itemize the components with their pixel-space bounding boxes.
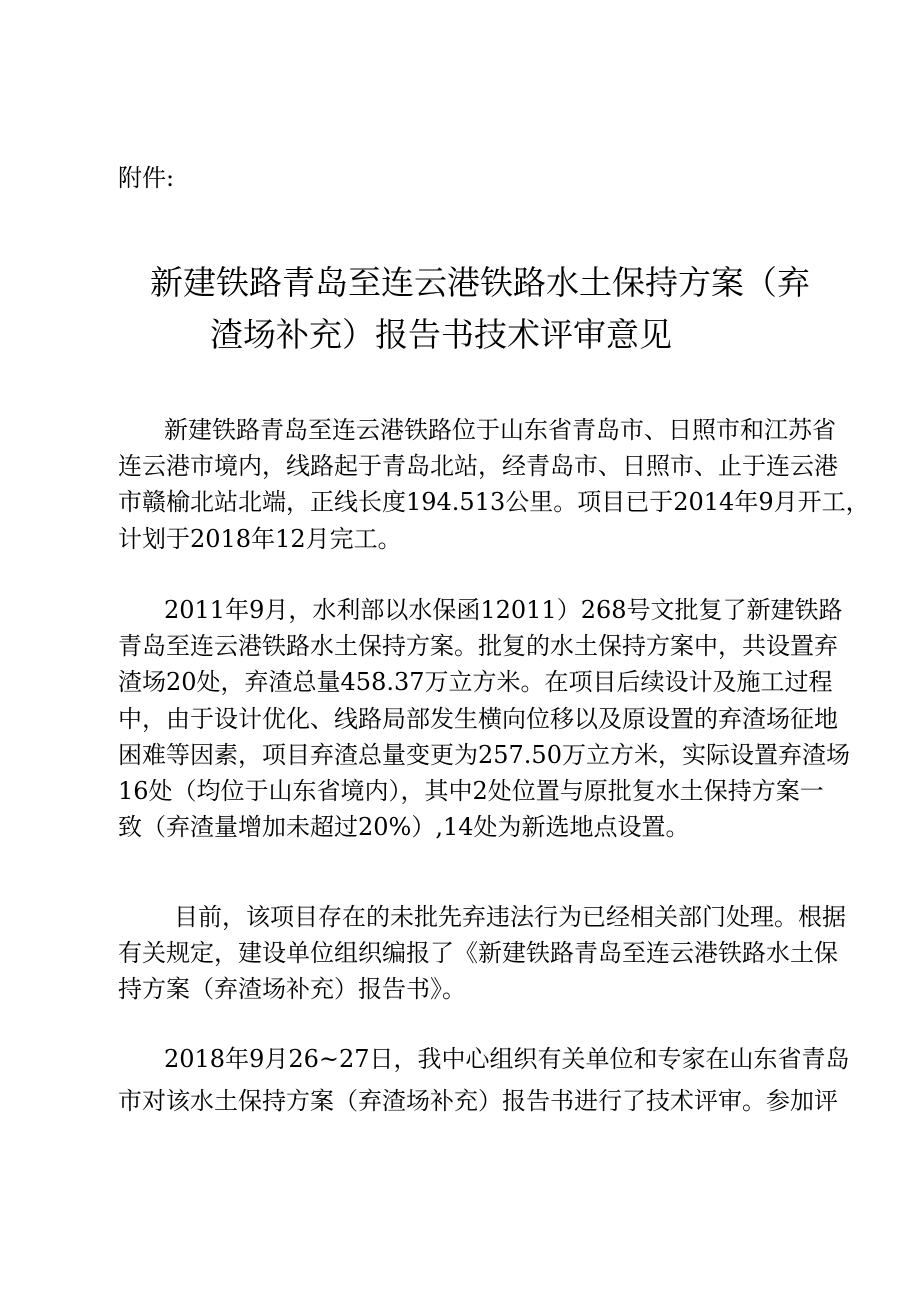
document-title-line-1: 新建铁路青岛至连云港铁路水土保持方案（弃	[150, 263, 810, 302]
paragraph-line: 中，由于设计优化、线路局部发生横向位移以及原设置的弃渣场征地	[118, 704, 838, 733]
paragraph-line: 致（弃渣量增加未超过20%）,14处为新选地点设置。	[118, 813, 690, 842]
attachment-label: 附件:	[118, 164, 175, 192]
paragraph-line: 持方案（弃渣场补充）报告书》。	[118, 975, 466, 1004]
paragraph-line: 2011年9月，水利部以水保函12011）268号文批复了新建铁路	[164, 596, 843, 624]
paragraph-line: 市赣榆北站北端，正线长度194.513公里。项目已于2014年9月开工，	[118, 488, 870, 517]
document-title-line-2: 渣场补充）报告书技术评审意见	[210, 315, 672, 354]
paragraph-line: 有关规定，建设单位组织编报了《新建铁路青岛至连云港铁路水土保	[118, 939, 838, 968]
paragraph-line: 新建铁路青岛至连云港铁路位于山东省青岛市、日照市和江苏省	[164, 416, 836, 444]
paragraph-line: 目前，该项目存在的未批先弃违法行为已经相关部门处理。根据	[174, 903, 846, 931]
paragraph-line: 连云港市境内，线路起于青岛北站，经青岛市、日照市、止于连云港	[118, 452, 838, 481]
paragraph-technical-review	[118, 1038, 850, 1122]
paragraph-project-overview	[118, 412, 870, 557]
paragraph-line: 困难等因素，项目弃渣总量变更为257.50万立方米，实际设置弃渣场	[118, 740, 850, 769]
paragraph-line: 渣场20处，弃渣总量458.37万立方米。在项目后续设计及施工过程	[118, 668, 833, 697]
paragraph-line: 市对该水土保持方案（弃渣场补充）报告书进行了技术评审。参加评	[118, 1087, 838, 1115]
paragraph-line: 16处（均位于山东省境内），其中2处位置与原批复水土保持方案一	[118, 776, 824, 805]
paragraph-approval-history	[118, 592, 850, 845]
paragraph-line: 计划于2018年12月完工。	[118, 524, 402, 553]
paragraph-current-status	[118, 899, 846, 1008]
paragraph-line: 青岛至连云港铁路水土保持方案。批复的水土保持方案中，共设置弃	[118, 632, 838, 661]
paragraph-line: 2018年9月26~27日，我中心组织有关单位和专家在山东省青岛	[164, 1045, 850, 1073]
